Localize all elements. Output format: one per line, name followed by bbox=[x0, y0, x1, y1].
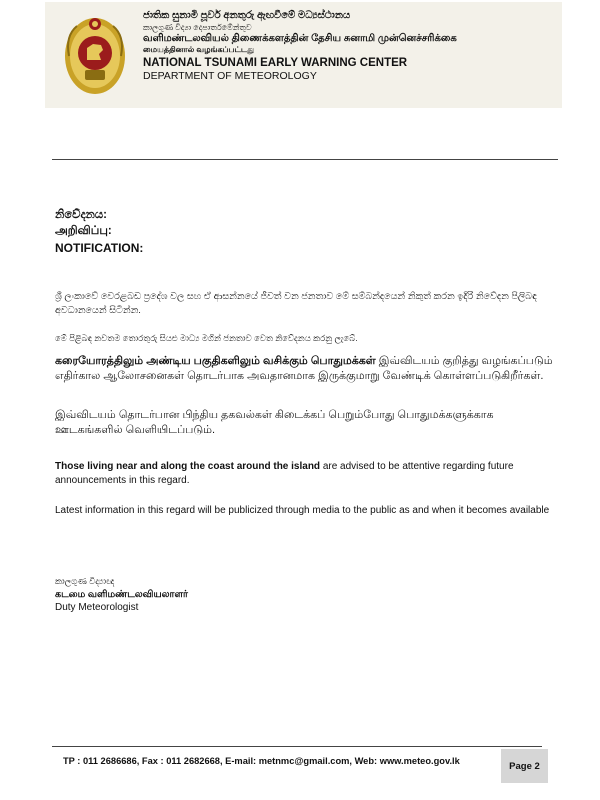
paragraph-english-advisory-rest: are advised to be attentive regarding future announcements in this regard. bbox=[55, 461, 514, 486]
letterhead-text bbox=[143, 10, 457, 84]
paragraph-tamil-advisory-rest: இவ்விடயம் குறித்து வழங்கப்படும் எதிர்கால ஆலோசனைகள் தொடர்பாக அவதானமாக இருக்குமாறு வேண்டிக் கொள்ளப்படுகிறீர்கள். bbox=[55, 355, 553, 382]
paragraph-tamil-media: இவ்விடயம் தொடர்பான பிந்திய தகவல்கள் கிடைக்கப் பெறும்போது பொதுமக்களுக்காக ஊடகங்களில் வெளியிடப்படும். bbox=[55, 409, 494, 436]
paragraph-tamil-advisory-bold: கரையோரத்திலும் அண்டிய பகுதிகளிலும் வசிக்கும் பொதுமக்கள் bbox=[55, 355, 376, 367]
sri-lanka-national-emblem-icon bbox=[63, 12, 127, 96]
paragraph-sinhala-media: මේ පිළිබඳ නවතම තොරතුරු සියළු මාධ්‍ය මගින් ජනතාව වෙත නිවේදනය කරනු ලැබේ. bbox=[55, 333, 358, 343]
footer-divider bbox=[52, 746, 542, 747]
notification-heading bbox=[55, 207, 143, 256]
paragraph-tamil-advisory bbox=[55, 354, 560, 384]
letterhead bbox=[45, 2, 562, 108]
signature-sinhala: කාලගුණ විද්‍යාඥ bbox=[55, 576, 115, 586]
header-dept-sinhala: කාලගුණ විද්‍යා දෙපාර්තමේන්තුව bbox=[143, 22, 252, 32]
header-title-tamil: வளிமண்டலவியல் திணைக்களத்தின் தேசிய சுனாமி முன்னெச்சரிக்கை bbox=[143, 32, 457, 44]
signature-tamil: கடமை வளிமண்டலவியலாளர் bbox=[55, 589, 189, 600]
footer-contact-info: TP : 011 2686686, Fax : 011 2682668, E-mail: metnmc@gmail.com, Web: www.meteo.gov.lk bbox=[63, 756, 460, 766]
notification-heading-english: NOTIFICATION: bbox=[55, 241, 144, 255]
notification-heading-sinhala: නිවේදනය: bbox=[55, 209, 107, 221]
header-title-english: NATIONAL TSUNAMI EARLY WARNING CENTER bbox=[143, 57, 408, 69]
header-dept-english: DEPARTMENT OF METEOROLOGY bbox=[143, 70, 317, 83]
signature-english: Duty Meteorologist bbox=[55, 602, 139, 613]
header-sub-tamil: மையத்தினால் வழங்கப்பட்டது bbox=[143, 45, 255, 54]
paragraph-english-advisory bbox=[55, 460, 560, 488]
notification-heading-tamil: அறிவிப்பு: bbox=[55, 225, 112, 237]
paragraph-english-advisory-bold: Those living near and along the coast around the island bbox=[55, 461, 321, 472]
header-divider bbox=[52, 159, 558, 160]
paragraph-english-media: Latest information in this regard will be publicized through media to the public as and when it becomes available bbox=[55, 505, 550, 516]
paragraph-sinhala-advisory: ශ්‍රී ලංකාවේ වෙරළබඩ ප්‍රදේශ වල සහ ඒ ආසන්නයේ ජීවත් වන ජනතාව මේ සම්බන්දයෙන් නිකුත් කරන ඉදිරි නිවේදන පිලිබඳ අවධානයෙන් සිටින්න. bbox=[55, 291, 537, 316]
signature-block bbox=[55, 575, 188, 614]
header-title-sinhala: ජාතික සුනාමි පූර්ව අනතුරු ඇඟවීමේ මධ්‍යස්ථානය bbox=[143, 10, 351, 21]
page-number: Page 2 bbox=[501, 749, 548, 783]
